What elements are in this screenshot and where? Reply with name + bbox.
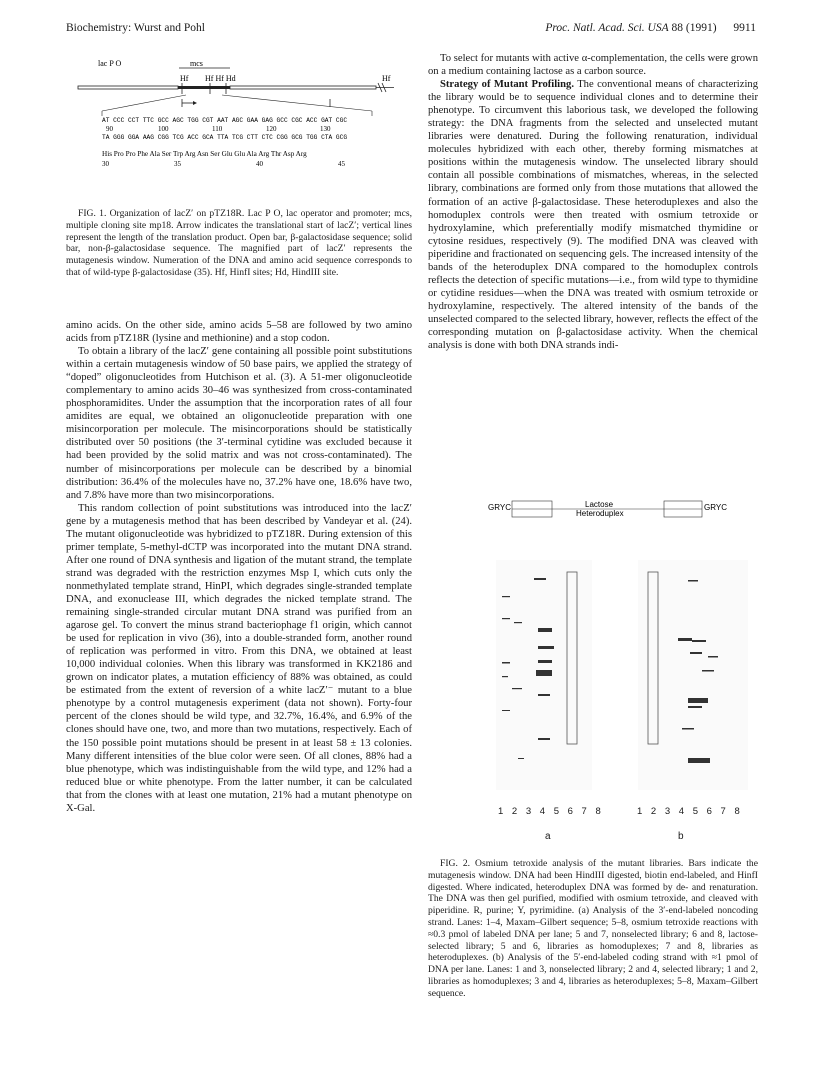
amino-acid-sequence: His Pro Pro Phe Ala Ser Trp Arg Asn Ser Glu Glu Ala Arg Thr Asp Arg [102, 150, 307, 158]
right-paragraph-2: The conventional means of characterizing the library would be to sequence individual clones and to determine their phenotype. To circumvent this laborious task, we developed the following strategy: the DNA fragments from the selected and unselected mutant libraries were denatured. During the following renaturation, individual molecules hybridized with each other, thereby forming mismatches at positions within the mutagenesis window. The unselected library should contain all possible combinations of mismatches, whereas, in the selected library, combinations are formed only from those mutations that allowed the formation of an active β-galactosidase. These heteroduplexes and also the homoduplex controls were then treated with osmium tetroxide or hydroxylamine, which preferentially modify mismatched thymidine or cytosine residues, respectively (9). The modified DNA was cleaved with piperidine and fractionated on sequencing gels. The increased intensity of the bands of the heteroduplex DNA compared to the homoduplex controls reflects the detection of specific mutations—i.e., from wild type to thymidine or cytidine residues—when the DNA was treated with osmium tetroxide or hydroxylamine, respectively. The altered intensity of the bands of the unselected compared to the selected library, however, reflects the effect of the corresponding mutation on β-galactosidase activity. When the chemical analysis is done with both DNA strands indi- [428, 79, 758, 352]
dna-position-90: 90 [106, 125, 113, 133]
panel-label-a: a [545, 831, 551, 842]
open-bar-left [78, 86, 178, 89]
aa-position-45: 45 [338, 160, 345, 168]
panel-label-b: b [678, 831, 684, 842]
hinf-right-label: Hf [382, 74, 391, 83]
dna-position-110: 110 [212, 125, 223, 133]
lane-numbers-b: 1 2 3 4 5 6 7 8 [637, 806, 743, 817]
lactose-row-label: Lactose [585, 500, 614, 509]
aa-position-40: 40 [256, 160, 263, 168]
dna-position-120: 120 [266, 125, 277, 133]
solid-bar [178, 86, 230, 89]
hinf-site-label: Hf [180, 74, 189, 83]
gryc-left-label: GRYC [488, 503, 511, 512]
dna-position-100: 100 [158, 125, 169, 133]
mcs-label: mcs [190, 59, 203, 68]
section-heading: Strategy of Mutant Profiling. [440, 79, 574, 91]
dna-position-130: 130 [320, 125, 331, 133]
heteroduplex-row-label: Heteroduplex [576, 509, 624, 518]
journal-name: Proc. Natl. Acad. Sci. USA [545, 22, 669, 34]
start-arrow-icon [193, 101, 197, 105]
aa-position-35: 35 [174, 160, 181, 168]
journal-volume: 88 (1991) [671, 22, 717, 34]
running-header-left: Biochemistry: Wurst and Pohl [66, 22, 205, 34]
dna-noncoding-strand: TA GGG GGA AAG CGG TCG ACC GCA TTA TCG CTT CTC CGG GCG TGG CTA GCG [102, 134, 348, 141]
figure-1-caption: FIG. 1. Organization of lacZ′ on pTZ18R. Lac P O, lac operator and promoter; mcs, multiple cloning site mp18. Arrow indicates the translational start of lacZ′; vertical lines represent the length of the translation product. Open bar, β-galactosidase sequence; solid bar, non-β-galactosidase sequence. The magnified part of lacZ′ represents the mutagenesis window. Numeration of the DNA and amino acid sequence corresponds to that of wild-type β-galactosidase (35). Hf, HinfI sites; Hd, HindIII site. [66, 208, 412, 278]
gryc-right-label: GRYC [704, 503, 727, 512]
figure-2-caption: FIG. 2. Osmium tetroxide analysis of the mutant libraries. Bars indicate the mutagenesis window. DNA had been HindIII digested, biotin end-labeled, and HinfI digested. Where indicated, heteroduplex DNA was formed by de- and renaturation. The DNA was then gel purified, modified with osmium tetroxide, and cleaved with piperidine. R, purine; Y, pyrimidine. (a) Analysis of the 3′-end-labeled noncoding strand. Lanes: 1–4, Maxam–Gilbert sequence; 5–8, osmium tetroxide reactions with ≈0.3 pmol of labeled DNA per lane; 5 and 7, nonselected library; 6 and 8, lactose-selected library; 5 and 6, libraries as homoduplexes; 7 and 8, libraries as heteroduplexes. (b) Analysis of the 5′-end-labeled coding strand with ≈1 pmol of DNA per lane. Lanes: 1 and 3, nonselected library; 2 and 4, selected library; 1 and 2, libraries as homoduplexes; 3 and 4, libraries as heteroduplexes; 5–8, Maxam–Gilbert sequence. [428, 858, 758, 999]
lane-numbers-a: 1 2 3 4 5 6 7 8 [498, 806, 604, 817]
lac-po-label: lac P O [98, 59, 122, 68]
dna-coding-strand: AT CCC CCT TTC GCC AGC TGG CGT AAT AGC GAA GAG GCC CGC ACC GAT CGC [102, 117, 348, 124]
left-column [66, 319, 412, 815]
gel-panel-b [638, 560, 748, 790]
right-column [428, 52, 758, 352]
figure-2-gels [488, 520, 758, 820]
left-paragraph-1: amino acids. On the other side, amino acids 5–58 are followed by two amino acids from pTZ18R (lysine and methionine) and a stop codon. [66, 320, 412, 345]
page-number: 9911 [733, 22, 756, 34]
figure-1-diagram [72, 52, 412, 202]
aa-position-30: 30 [102, 160, 109, 168]
left-paragraph-2: To obtain a library of the lacZ′ gene containing all possible point substitutions within a certain mutagenesis window of 50 base pairs, we applied the strategy of “doped” oligonucleotides from Hutchison et al. (3). A 51-mer oligonucleotide complementary to amino acids 30–46 was synthesized from cross-contaminated phosphoramidites. Under the assumption that the incorporation rates of all four amidites are equal, we obtained an oligonucleotide preparation with one misincorporation per molecule. The misincorporations should be statistically distributed over 50 positions (the 3′-terminal cytidine was excluded because it had been provided by the solid matrix and was not cross-contaminated). The number of misincorporations per molecule can be described by a binomial distribution: 36.4% of the molecules have no, 37.2% have one, 18.6% have two, and 7.8% have more than two misincorporations. [66, 346, 412, 501]
open-bar-right [230, 86, 376, 89]
hinf-hind-site-label: Hf Hf Hd [205, 74, 236, 83]
left-paragraph-3: This random collection of point substitutions was introduced into the lacZ′ gene by a mutagenesis method that has been described by Vandeyar et al. (24). The mutant oligonucleotide was hybridized to pTZ18R. During extension of this primer template, 5-methyl-dCTP was incorporated into the mutant DNA strand. After one round of DNA synthesis and ligation of the mutant strand, the template strand was degraded with the restriction enzymes Msp I, which cuts only the nonmethylated template strand, HinPI, which degrades single-stranded template DNA, and exonuclease III, which degrades the nicked template strand. The remaining single-stranded circular mutant DNA strand was purified from an agarose gel. To convert the minus strand bacteriophage f1 origin, which cannot be used for replication in vivo (36), into a double-stranded form, another round of replication was performed in vitro. From this DNA, we obtained at least 10,000 individual colonies. When this library was transformed in KK2186 and grown on indicator plates, a mutation efficiency of 88% was obtained, as could be estimated from the extent of reversion of a white lacZ′⁻ mutant to a blue phenotype by a control mutagenesis experiment (data not shown). Forty-four percent of the clones should be wild type, and 32.7%, 16.4%, and 6.9% of the clones should have one, two, and more than two mutations, respectively. Each of the 150 possible point mutations should be present in at least 58 ± 13 colonies. Many different intensities of the blue color were seen. Of all clones, 88% had a blue phenotype, which was indistinguishable from the wild type, and 12% had a reduced blue or white phenotype. From the latter number, it can be calculated that from the clones with at least one mutation, 21% had a mutant phenotype on X-Gal. [66, 502, 412, 814]
right-paragraph-1: To select for mutants with active α-complementation, the cells were grown on a medium containing lactose as a carbon source. [428, 53, 758, 78]
running-header-right [545, 22, 756, 34]
gel-autoradiographs [488, 520, 758, 820]
